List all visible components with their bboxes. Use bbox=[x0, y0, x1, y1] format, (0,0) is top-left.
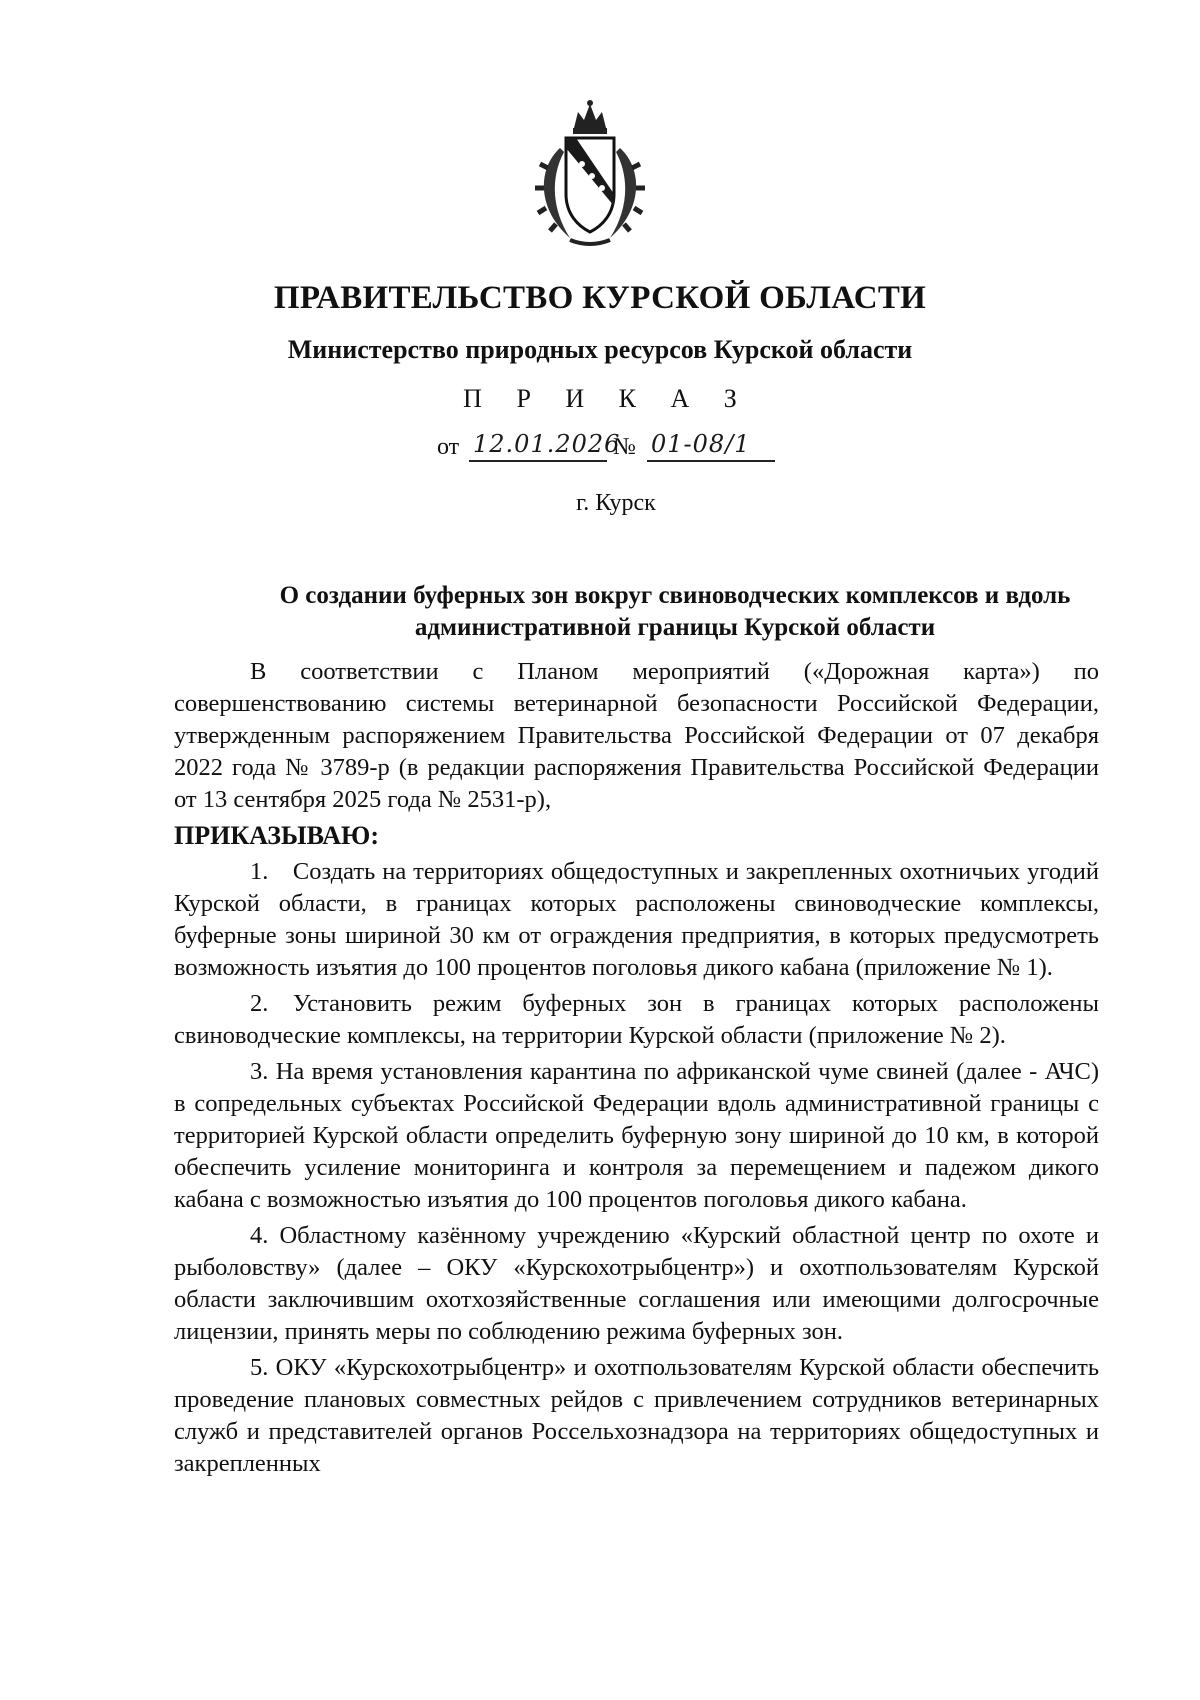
date-number-line bbox=[437, 430, 837, 470]
handwritten-date: 12.01.2026 bbox=[469, 430, 607, 462]
document-subject: О создании буферных зон вокруг свиноводческих комплексов и вдоль административной границы Курской области bbox=[279, 582, 1071, 641]
preamble-paragraph: В соответствии с Планом мероприятий («Дорожная карта») по совершенствованию системы ветеринарной безопасности Российской Федерации, утвержденным распоряжением Правительства Российской Федерации от 07 декабря 2022 года № 3789-р (в редакции распоряжения Правительства Российской Федерации от 13 сентября 2025 года № 2531-р), bbox=[174, 658, 1099, 813]
document-type: П Р И К А З bbox=[463, 384, 751, 413]
coat-of-arms-icon bbox=[530, 98, 650, 250]
list-item: 3. На время установления карантина по африканской чуме свиней (далее - АЧС) в сопредельных субъектах Российской Федерации вдоль административной границы с территорией Курской области определить буферную зону шириной до 10 км, в которой обеспечить усиление мониторинга и контроля за перемещением и падежом дикого кабана с возможностью изъятия до 100 процентов поголовья дикого кабана. bbox=[174, 1058, 1099, 1213]
list-item: 1. Создать на территориях общедоступных и закрепленных охотничьих угодий Курской области, в границах которых расположены свиноводческие комплексы, буферные зоны шириной 30 км от ограждения предприятия, в которых предусмотреть возможность изъятия до 100 процентов поголовья дикого кабана (приложение № 1). bbox=[174, 858, 1099, 981]
document-body bbox=[174, 656, 1099, 1480]
handwritten-number: 01-08/1 bbox=[647, 430, 775, 462]
ministry-name: Министерство природных ресурсов Курской области bbox=[287, 335, 913, 364]
date-prefix: от bbox=[437, 434, 460, 460]
order-word: ПРИКАЗЫВАЮ: bbox=[174, 821, 379, 850]
list-item: 5. ОКУ «Курскохотрыбцентр» и охотпользователям Курской области обеспечить проведение плановых совместных рейдов с привлечением сотрудников ветеринарных служб и представителей органов Россельхознадзора на территориях общедоступных и закрепленных bbox=[174, 1354, 1099, 1477]
city: г. Курск bbox=[576, 490, 656, 516]
number-prefix: № bbox=[613, 434, 636, 460]
list-item: 4. Областному казённому учреждению «Курский областной центр по охоте и рыболовству» (далее – ОКУ «Курскохотрыбцентр») и охотпользователям Курской области заключившим охотхозяйственные соглашения или имеющими долгосрочные лицензии, принять меры по соблюдению режима буферных зон. bbox=[174, 1222, 1099, 1345]
list-item: 2. Установить режим буферных зон в границах которых расположены свиноводческие комплексы, на территории Курской области (приложение № 2). bbox=[174, 990, 1099, 1049]
government-title: ПРАВИТЕЛЬСТВО КУРСКОЙ ОБЛАСТИ bbox=[273, 280, 927, 316]
